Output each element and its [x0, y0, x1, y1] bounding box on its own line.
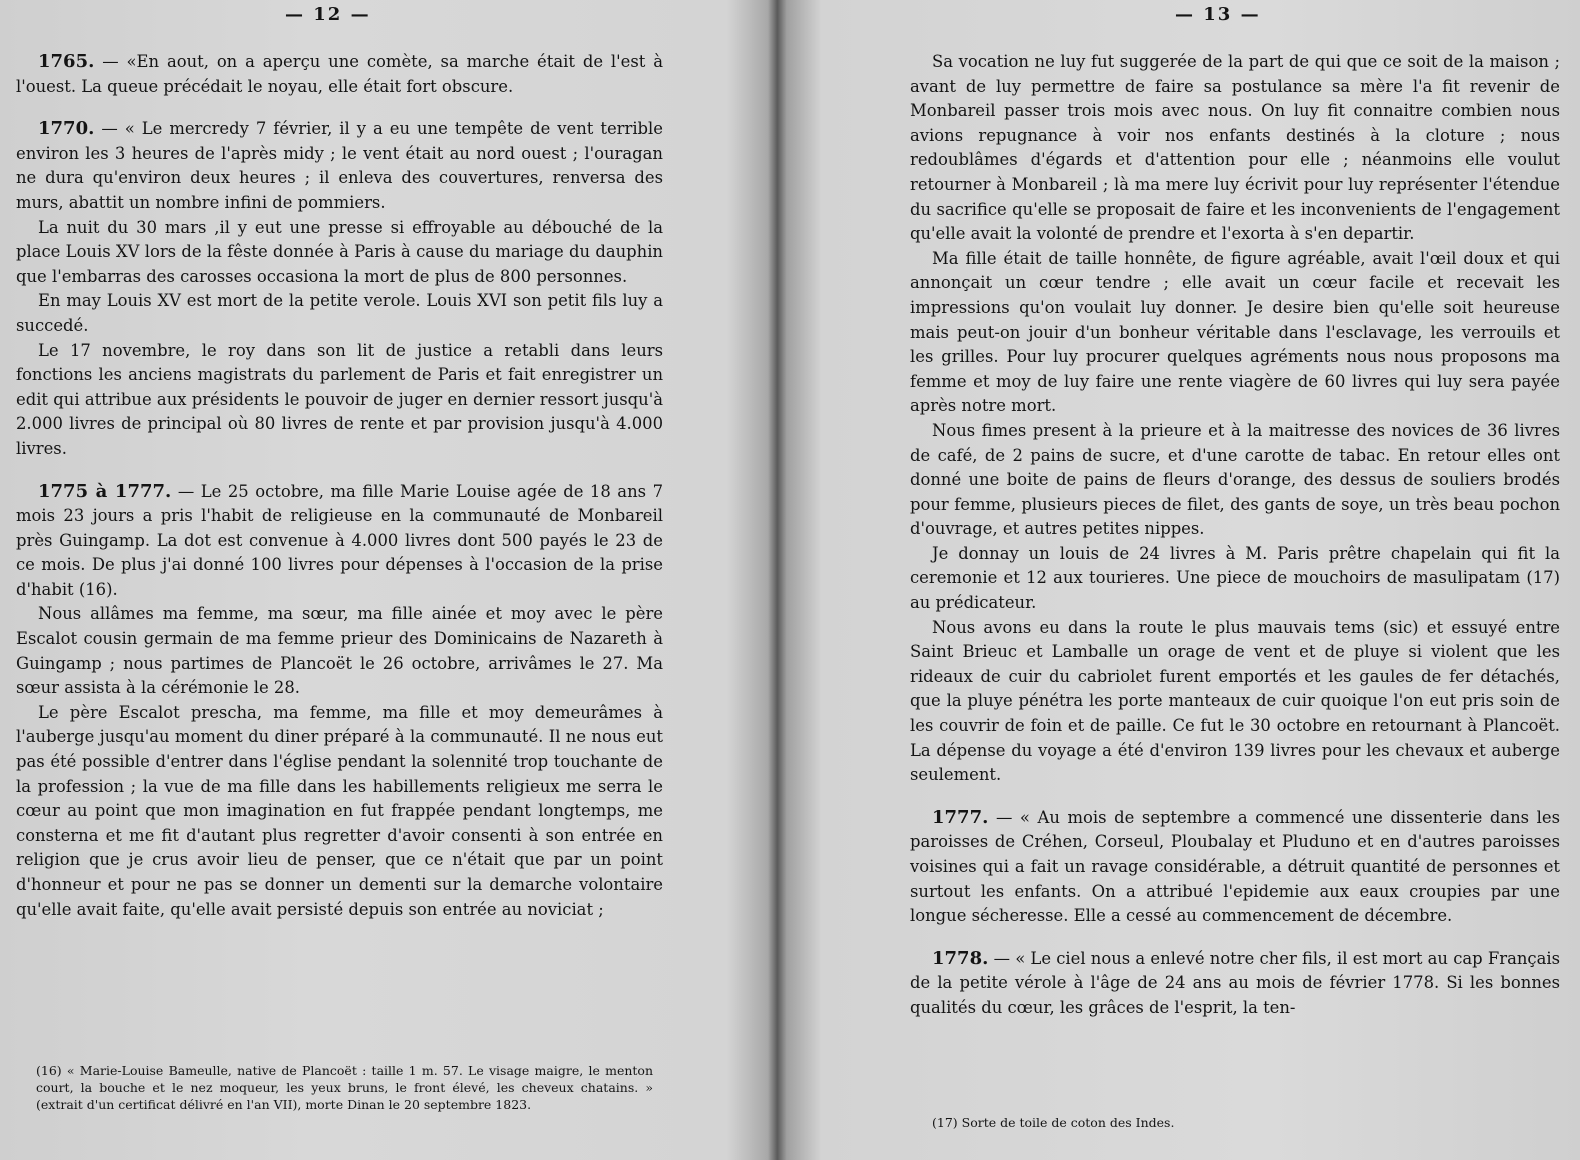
page-number: — 13 — — [1175, 4, 1261, 25]
page-body — [910, 50, 1560, 1021]
paragraph: 1765. — «En aout, on a aperçu une comète, sa marche était de l'est à l'ouest. La queue précédait le noyau, elle était fort obscure. — [16, 51, 663, 96]
footnote: (16) « Marie-Louise Bameulle, native de Plancoët : taille 1 m. 57. Le visage maigre, le menton court, la bouche et le nez moqueur, les yeux bruns, le front élevé, les cheveux chatains. » (extrait d'un certificat délivré en l'an VII), morte Dinan le 20 septembre 1823. — [36, 1063, 653, 1112]
paragraph: 1777. — « Au mois de septembre a commencé une dissenterie dans les paroisses de Créhen, Corseul, Ploubalay et Pluduno et en d'autres paroisses voisines qui a fait un ravage considérable, a détruit quantité de personnes et surtout les enfants. On a attribué l'epidemie aux eaux croupies par une longue sécheresse. Elle a cessé au commencement de décembre. — [910, 806, 1560, 926]
year-heading: 1770. — [38, 118, 95, 140]
paragraph: Nous allâmes ma femme, ma sœur, ma fille ainée et moy avec le père Escalot cousin germain de ma femme prieur des Dominicains de Nazareth à Guingamp ; nous partimes de Plancoët le 26 octobre, arrivâmes le 27. Ma sœur assista à la cérémonie le 28. — [16, 604, 663, 698]
page-number: — 12 — — [285, 4, 371, 25]
paragraph: La nuit du 30 mars ,il y eut une presse si effroyable au débouché de la place Louis XV lors de la fêste donnée à Paris à cause du mariage du dauphin que l'embarras des carosses occasiona la mort de plus de 800 personnes. — [16, 217, 663, 286]
paragraph: 1775 à 1777. — Le 25 octobre, ma fille Marie Louise agée de 18 ans 7 mois 23 jours a pris l'habit de religieuse en la communauté de Monbareil près Guingamp. La dot est convenue à 4.000 livres dont 500 payés le 23 de ce mois. De plus j'ai donné 100 livres pour dépenses à l'occasion de la prise d'habit (16). — [16, 480, 663, 599]
page-body — [16, 50, 663, 922]
paragraph: Ma fille était de taille honnête, de figure agréable, avait l'œil doux et qui annonçait un cœur tendre ; elle avait un cœur facile et recevait les impressions qu'on voulait luy donner. Je desire bien qu'elle soit heureuse mais peut-on jouir d'un bonheur véritable dans l'esclavage, les verrouils et les grilles. Pour luy procurer quelques agréments nous nous proposons ma femme et moy de luy faire une rente viagère de 60 livres qui luy sera payée après notre mort. — [910, 248, 1560, 416]
year-heading: 1775 à 1777. — [38, 480, 172, 502]
year-heading: 1765. — [38, 51, 95, 72]
paragraph: Nous avons eu dans la route le plus mauvais tems (sic) et essuyé entre Saint Brieuc et Lamballe un orage de vent et de pluye si violent que les rideaux de cuir du cabriolet furent emportés et les gaules de fer détachés, que la pluye pénétra les porte manteaux de cuir quoique l'on eut pris soin de les couvrir de foin et de paille. Ce fut le 30 octobre en retournant à Plancoët. La dépense du voyage a été d'environ 139 livres pour les chevaux et auberge seulement. — [910, 617, 1560, 785]
paragraph: Je donnay un louis de 24 livres à M. Paris prêtre chapelain qui fit la ceremonie et 12 aux tourieres. Une piece de mouchoirs de masulipatam (17) au prédicateur. — [910, 543, 1560, 613]
year-heading: 1778. — [932, 947, 989, 969]
right-page — [900, 0, 1560, 1160]
paragraph: 1778. — « Le ciel nous a enlevé notre cher fils, il est mort au cap Français de la petite vérole à l'âge de 24 ans au mois de février 1778. Si les bonnes qualités du cœur, les grâces de l'esprit, la ten- — [910, 947, 1560, 1017]
year-heading: 1777. — [932, 806, 989, 828]
paragraph: Le 17 novembre, le roy dans son lit de justice a retabli dans leurs fonctions les anciens magistrats du parlement de Paris et fait enregistrer un edit qui attribue aux présidents le pouvoir de juger en dernier ressort jusqu'à 2.000 livres de principal où 80 livres de rente et par provision jusqu'à 4.000 livres. — [16, 340, 663, 458]
paragraph: Nous fimes present à la prieure et à la maitresse des novices de 36 livres de café, de 2 pains de sucre, et d'une carotte de tabac. En retour elles ont donné une boite de pains de fleurs d'orange, des dessus de souliers brodés pour femme, plusieurs pieces de filet, des gants de soye, un très beau pochon d'ouvrage, et autres petites nippes. — [910, 420, 1560, 539]
footnote: (17) Sorte de toile de coton des Indes. — [932, 1115, 1175, 1130]
paragraph: Sa vocation ne luy fut suggerée de la part de qui que ce soit de la maison ; avant de luy permettre de faire sa postulance sa mère l'a fit revenir de Monbareil passer trois mois avec nous. On luy fit connaitre combien nous avions repugnance à voir nos enfants destinés à la cloture ; nous redoublâmes d'égards et d'attention pour elle ; néanmoins elle voulut retourner à Monbareil ; là ma mere luy écrivit pour luy représenter l'étendue du sacrifice qu'elle se proposait de faire et les inconvenients de l'engagement qu'elle avait la volonté de prendre et l'exorta à s'en departir. — [910, 52, 1560, 244]
paragraph: 1770. — « Le mercredy 7 février, il y a eu une tempête de vent terrible environ les 3 heures de l'après midy ; le vent était au nord ouest ; l'ouragan ne dura qu'environ deux heures ; il enleva des couvertures, renversa des murs, abattit un nombre infini de pommiers. — [16, 118, 663, 212]
left-page — [0, 0, 675, 1160]
paragraph: Le père Escalot prescha, ma femme, ma fille et moy demeurâmes à l'auberge jusqu'au moment du diner préparé à la communauté. Il ne nous eut pas été possible d'entrer dans l'église pendant la solennité trop touchante de la profession ; la vue de ma fille dans les habillements religieux me serra le cœur au point que mon imagination en fut frappée pendant longtemps, me consterna et me fit d'autant plus regretter d'avoir consenti à son entrée en religion que je crus avoir lieu de penser, que ce n'était que par un point d'honneur et pour ne pas se donner un dementi sur la demarche volontaire qu'elle avait faite, qu'elle avait persisté depuis son entrée au noviciat ; — [16, 702, 663, 919]
paragraph: En may Louis XV est mort de la petite verole. Louis XVI son petit fils luy a succedé. — [16, 291, 663, 335]
